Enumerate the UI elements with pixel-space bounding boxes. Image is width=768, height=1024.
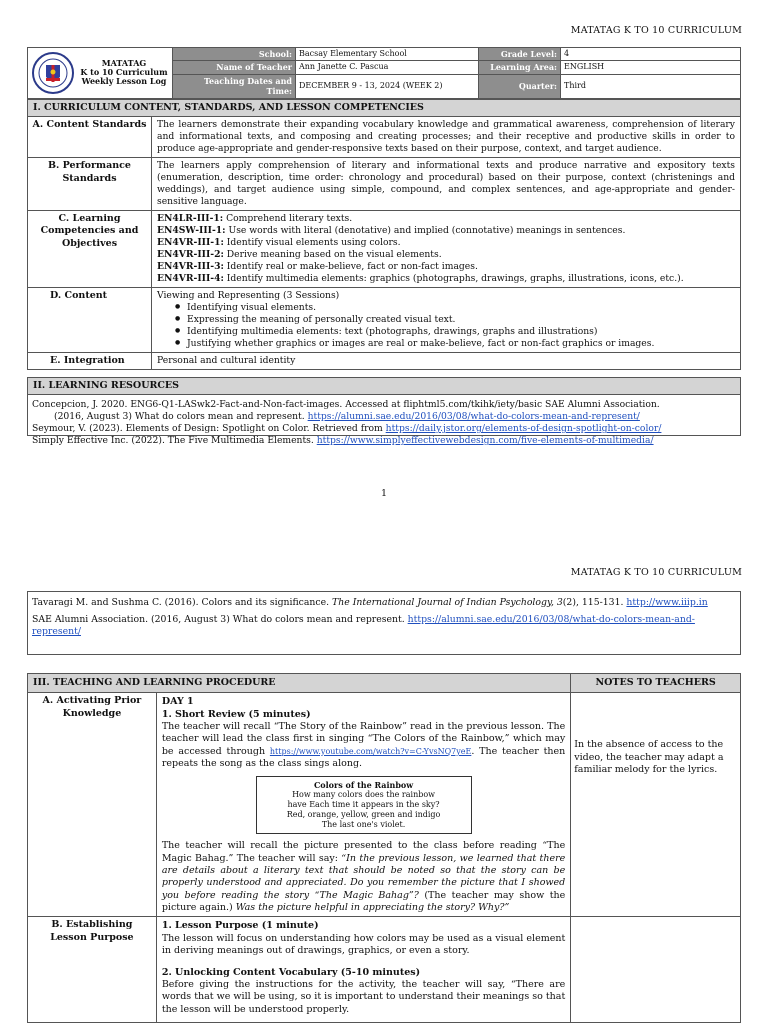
learning-area-value: ENGLISH xyxy=(561,61,741,74)
list-item: ● Expressing the meaning of personally created visual text. xyxy=(175,314,735,326)
section3-title: III. TEACHING AND LEARNING PROCEDURE xyxy=(28,674,571,693)
performance-standards-label: B. Performance Standards xyxy=(28,158,152,211)
teacher-note: In the absence of access to the video, the teacher may adapt a familiar melody for the lyrics. xyxy=(571,693,741,917)
reference-2: Seymour, V. (2023). Elements of Design: Spotlight on Color. Retrieved from https://daily.jstor.org/elements-of-design-spotlight-on-color/ xyxy=(32,423,662,435)
content-intro: Viewing and Representing (3 Sessions) xyxy=(157,289,340,301)
day-label: DAY 1 xyxy=(161,696,194,708)
establishing-lesson-purpose-label: B. Establishing Lesson Purpose xyxy=(28,917,157,1022)
reference-link[interactable]: https://www.simplyeffectivewebdesign.com/five-elements-of-multimedia/ xyxy=(316,435,654,447)
competency-item: EN4VR-III-3: Identify real or make-believe, fact or non-fact images. xyxy=(157,260,478,272)
establishing-lesson-purpose-content xyxy=(156,917,570,1022)
lesson-log-header xyxy=(27,47,741,99)
lesson-purpose-heading: 1. Lesson Purpose (1 minute) xyxy=(161,920,319,932)
logo-title: MATATAG xyxy=(101,58,147,68)
song-title: Colors of the Rainbow xyxy=(313,780,414,791)
logo-block xyxy=(28,48,173,99)
school-label: School: xyxy=(173,48,296,61)
logo-subtitle: K to 10 Curriculum xyxy=(80,67,168,78)
logo-doc-type: Weekly Lesson Log xyxy=(81,76,167,87)
content-standards-text: The learners demonstrate their expanding vocabulary knowledge and grammatical awareness, comprehension of literary and informational texts, and composing and creating processes; and their receptive and productive skills in order to produce age-appropriate and gender-responsive texts based on their purpose, context, and target audience. xyxy=(152,117,741,158)
integration-label: E. Integration xyxy=(28,352,152,369)
learning-competencies-label: C. Learning Competencies and Objectives xyxy=(28,211,152,288)
reference-link[interactable]: https://daily.jstor.org/elements-of-design-spotlight-on-color/ xyxy=(385,423,662,435)
song-lyrics-box xyxy=(256,776,472,834)
integration-text: Personal and cultural identity xyxy=(152,352,741,369)
teacher-value: Ann Janette C. Pascua xyxy=(296,61,479,74)
dates-value: DECEMBER 9 - 13, 2024 (WEEK 2) xyxy=(296,74,479,98)
song-line: Red, orange, yellow, green and indigo xyxy=(286,810,441,820)
reference-1: Concepcion, J. 2020. ENG6-Q1-LASwk2-Fact-and-Non-fact-images. Accessed at fliphtml5.com/tkihk/iety/basic SAE Alumni Association. xyxy=(32,399,660,411)
teaching-procedure-table xyxy=(27,673,741,1023)
song-line: have Each time it appears in the sky? xyxy=(287,800,440,810)
notes-title: NOTES TO TEACHERS xyxy=(571,674,741,693)
teacher-note-empty xyxy=(571,917,741,1022)
list-item: ● Identifying visual elements. xyxy=(175,302,735,314)
competency-item: EN4SW-III-1: Use words with literal (denotative) and implied (connotative) meanings in sentences. xyxy=(157,224,626,236)
content-topics xyxy=(152,287,741,352)
page-number: 1 xyxy=(380,488,388,499)
curriculum-header: MATATAG K TO 10 CURRICULUM xyxy=(570,25,742,36)
reference-link[interactable]: https://alumni.sae.edu/2016/03/08/what-do-colors-mean-and-represent/ xyxy=(307,411,640,423)
list-item: ● Justifying whether graphics or images are real or make-believe, fact or non-fact graphics or images. xyxy=(175,338,735,350)
short-review-heading: 1. Short Review (5 minutes) xyxy=(161,708,311,720)
vocabulary-heading: 2. Unlocking Content Vocabulary (5-10 minutes) xyxy=(161,966,421,978)
song-line: The last one's violet. xyxy=(321,820,406,830)
competency-item: EN4VR-III-4: Identify multimedia elements: graphics (photographs, drawings, graphs, illustrations, icons, etc.). xyxy=(157,272,684,284)
recall-picture-text: The teacher will recall the picture presented to the class before reading “The Magic Bahag.” The teacher will say: “In the previous lesson, we learned that there are details about a literary text that should be noted so that the story can be properly understood and appreciated. Do you remember the picture that I showed you before reading the story “The Magic Bahag”? (The teacher may show the picture again.) Was the picture helpful in appreciating the story? Why?” xyxy=(161,840,566,914)
section2-title: II. LEARNING RESOURCES xyxy=(28,378,740,395)
dates-label: Teaching Dates and Time: xyxy=(173,74,296,98)
reference-5: SAE Alumni Association. (2016, August 3) What do colors mean and represent. https://alumni.sae.edu/2016/03/08/what-do-colors-mean-and-represent/ xyxy=(32,614,695,638)
reference-3: Simply Effective Inc. (2022). The Five Multimedia Elements. https://www.simplyeffectivewebdesign.com/five-elements-of-multimedia/ xyxy=(32,435,654,447)
reference-4: Tavaragi M. and Sushma C. (2016). Colors and its significance. The International Journal of Indian Psychology, 3(2), 115-131. http://www.iiip.in xyxy=(32,597,708,608)
activating-prior-knowledge-label: A. Activating Prior Knowledge xyxy=(28,693,157,917)
reference-link[interactable]: https://alumni.sae.edu/2016/03/08/what-do-colors-mean-and-represent/ xyxy=(32,614,695,638)
learning-area-label: Learning Area: xyxy=(479,61,561,74)
reference-1-cont: (2016, August 3) What do colors mean and represent. https://alumni.sae.edu/2016/03/08/what-do-colors-mean-and-represent/ xyxy=(54,411,640,423)
curriculum-header: MATATAG K TO 10 CURRICULUM xyxy=(570,567,742,578)
performance-standards-text: The learners apply comprehension of literary and informational texts and produce narrative and expository texts (enumeration, description, time order: chronology and procedural) based on their purpose, context (christenings and weddings), and target audience using simple, compound, and complex sentences, and age-appropriate and gender-sensitive language. xyxy=(152,158,741,211)
grade-label: Grade Level: xyxy=(479,48,561,61)
list-item: ● Identifying multimedia elements: text (photographs, drawings, graphs and illustrations) xyxy=(175,326,735,338)
section1-title: I. CURRICULUM CONTENT, STANDARDS, AND LESSON COMPETENCIES xyxy=(28,100,741,117)
curriculum-content-table xyxy=(27,99,741,370)
quarter-label: Quarter: xyxy=(479,74,561,98)
lesson-purpose-text: The lesson will focus on understanding how colors may be used as a visual element in deriving meanings out of drawings, graphics, or even a story. xyxy=(161,932,566,957)
reference-link[interactable]: http://www.iiip.in xyxy=(626,597,708,608)
competency-item: EN4LR-III-1: Comprehend literary texts. xyxy=(157,213,353,225)
quarter-value: Third xyxy=(561,74,741,98)
vocabulary-text: Before giving the instructions for the activity, the teacher will say, “There are words that we will be using, so it is important to understand their meanings so that the lesson will be understood properly. xyxy=(161,978,566,1015)
grade-value: 4 xyxy=(561,48,741,61)
content-label: D. Content xyxy=(28,287,152,352)
learning-competencies-list xyxy=(152,211,741,288)
competency-item: EN4VR-III-1: Identify visual elements using colors. xyxy=(157,236,401,248)
content-standards-label: A. Content Standards xyxy=(28,117,152,158)
activating-prior-knowledge-content xyxy=(156,693,570,917)
song-line: How many colors does the rainbow xyxy=(292,790,436,800)
teacher-label: Name of Teacher xyxy=(173,61,296,74)
deped-seal-icon xyxy=(31,52,75,94)
short-review-text: The teacher will recall “The Story of the Rainbow” read in the previous lesson. The teacher will lead the class first in singing “The Colors of the Rainbow,” which may be accessed through https://www.youtube.com/watch?v=C-YvsNQ7yeE. The teacher then repeats the song as the class sings along. xyxy=(161,721,566,770)
learning-resources-cont-box xyxy=(27,591,741,655)
school-value: Bacsay Elementary School xyxy=(296,48,479,61)
youtube-link[interactable]: https://www.youtube.com/watch?v=C-YvsNQ7yeE xyxy=(269,746,472,756)
competency-item: EN4VR-III-2: Derive meaning based on the visual elements. xyxy=(157,248,442,260)
learning-resources-box xyxy=(27,377,741,447)
